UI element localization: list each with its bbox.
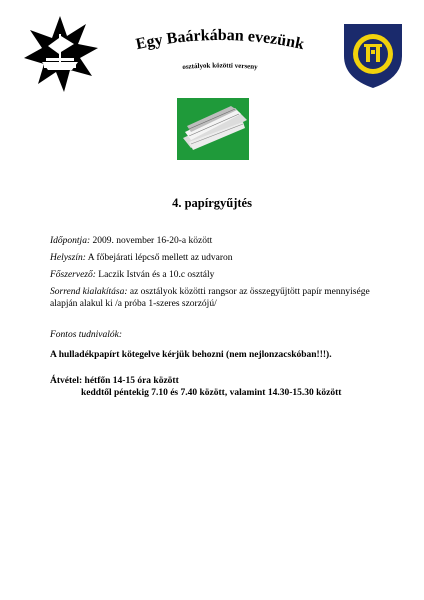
school-crest-logo	[340, 20, 406, 90]
order-label: Sorrend kialakítása:	[50, 287, 128, 297]
place-value: A főbejárati lépcső mellett az udvaron	[85, 253, 233, 263]
time-label: Időpontja:	[50, 236, 91, 246]
detail-organizer	[50, 269, 380, 281]
page-title	[110, 22, 330, 62]
order-value: az osztályok közötti rangsor az összegyűjtött papír mennyisége alapján alakul ki /a próba 1-szeres szorzójú/	[50, 287, 370, 309]
subtitle-text: osztályok közötti verseny	[181, 61, 259, 72]
svg-text:Egy Baárkában evezünk	[134, 27, 305, 53]
pickup-line-2: keddtől péntekig 7.10 és 7.40 között, valamint 14.30-15.30 között	[81, 388, 342, 398]
notes-label: Fontos tudnivalók:	[50, 330, 123, 340]
place-label: Helyszín:	[50, 253, 86, 263]
subtitle	[160, 58, 280, 74]
detail-place	[50, 252, 380, 264]
pickup-line-1: Átvétel: hétfőn 14-15 óra között	[50, 376, 179, 386]
newspaper-stack-image	[177, 98, 249, 160]
detail-time	[50, 235, 380, 247]
notice-text: A hulladékpapírt kötegelve kérjük behozni (nem nejlonzacskóban!!!).	[50, 350, 332, 360]
svg-text:osztályok közötti verseny	[182, 61, 259, 71]
time-value: 2009. november 16-20-a között	[90, 236, 213, 246]
organizer-value: Laczik István és a 10.c osztály	[95, 270, 215, 280]
detail-order	[50, 286, 380, 310]
event-heading: 4. papírgyűjtés	[172, 196, 252, 210]
organizer-label: Főszervező:	[50, 270, 96, 280]
ship-star-logo	[20, 14, 100, 94]
title-text: Egy Baárkában evezünk	[134, 26, 306, 54]
